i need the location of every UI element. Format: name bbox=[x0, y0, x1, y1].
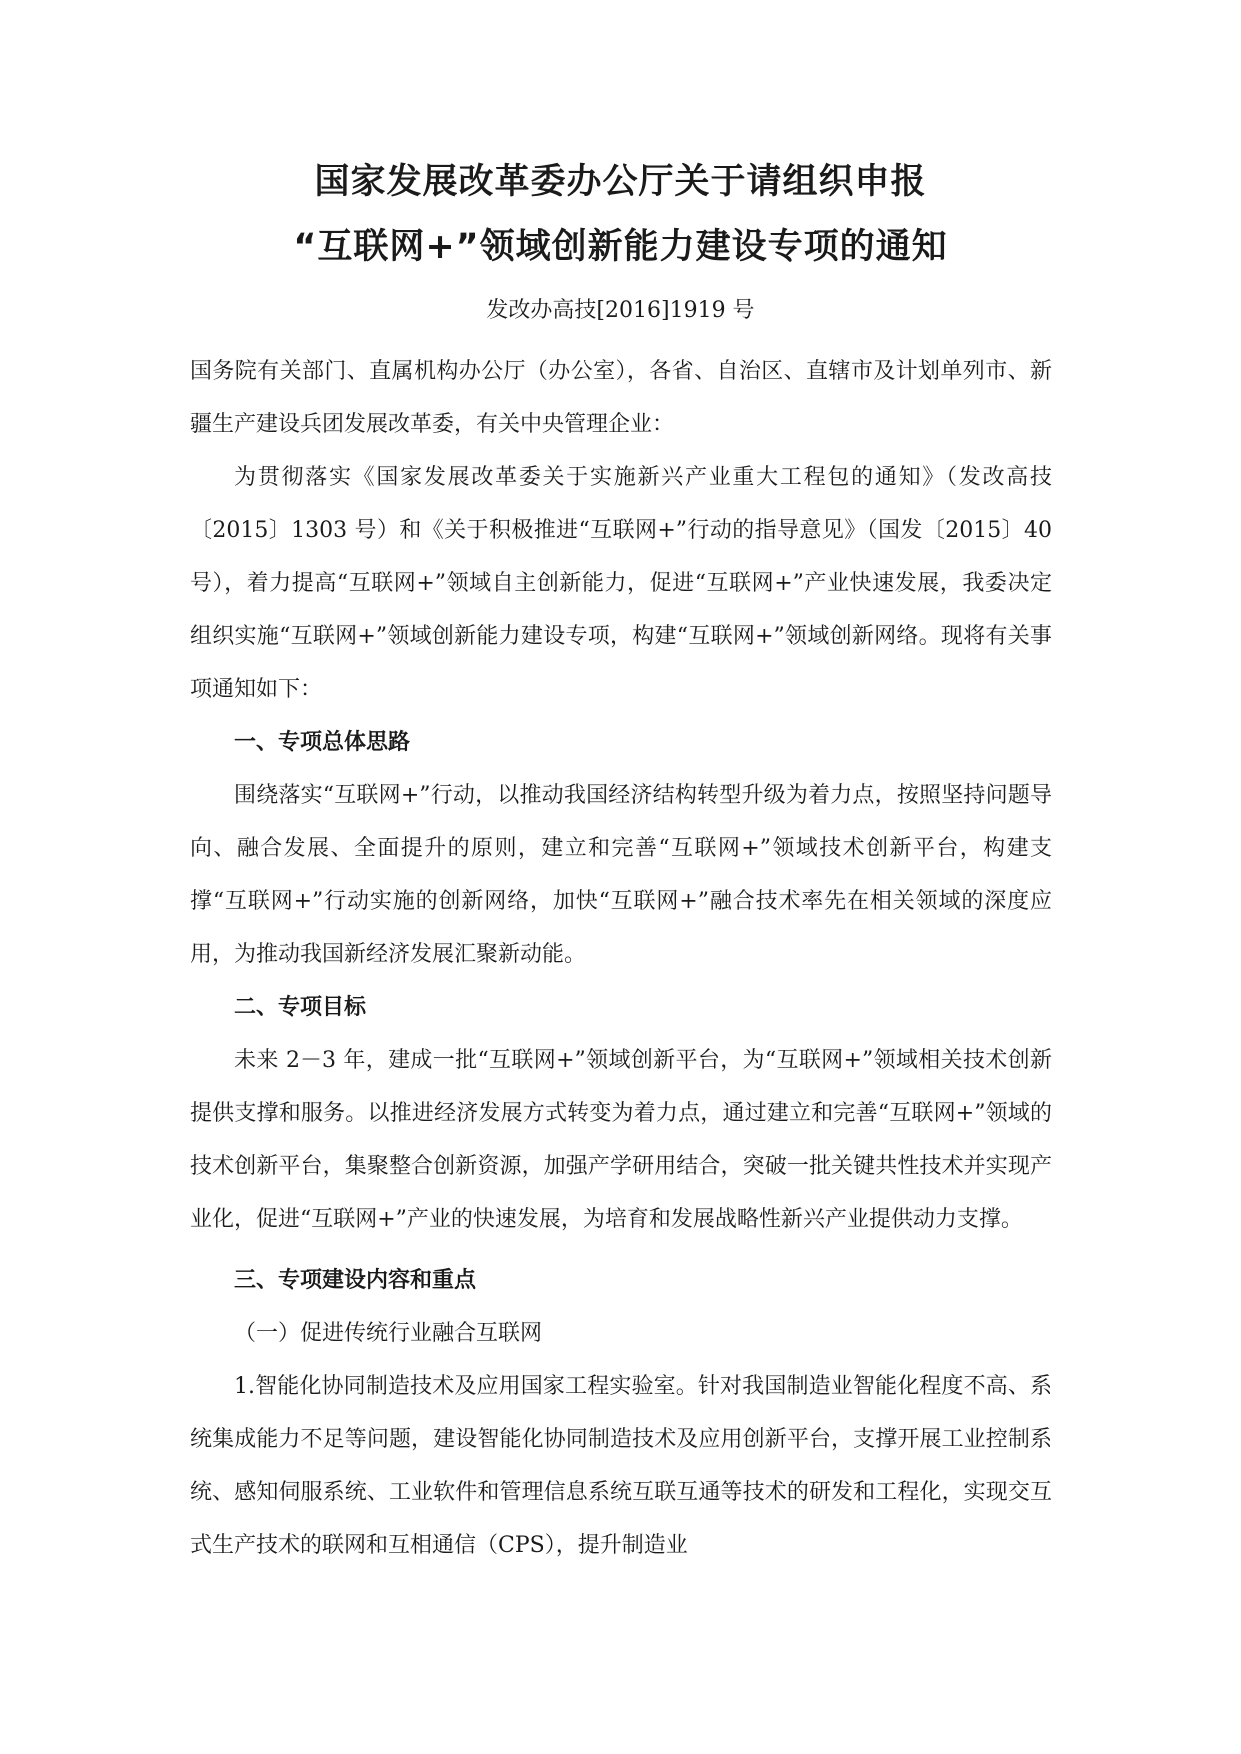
section-paragraph-2: 未来 2－3 年，建成一批“互联网+”领域创新平台，为“互联网+”领域相关技术创新提供支撑和服务。以推进经济发展方式转变为着力点，通过建立和完善“互联网+”领域的技术创新平台，集聚整合创新资源，加强产学研用结合，突破一批关键共性技术并实现产业化，促进“互联网+”产业的快速发展，为培育和发展战略性新兴产业提供动力支撑。 bbox=[190, 1048, 1052, 1232]
section-heading-3: 三、专项建设内容和重点 bbox=[234, 1268, 477, 1293]
document-body bbox=[190, 345, 1052, 1572]
addressee: 国务院有关部门、直属机构办公厅（办公室），各省、自治区、直辖市及计划单列市、新疆生产建设兵团发展改革委，有关中央管理企业： bbox=[190, 359, 1052, 437]
section-heading-1: 一、专项总体思路 bbox=[234, 730, 411, 755]
subsection-heading-1: （一）促进传统行业融合互联网 bbox=[234, 1321, 543, 1346]
section-heading-2: 二、专项目标 bbox=[234, 995, 367, 1020]
section-paragraph-1: 围绕落实“互联网+”行动，以推动我国经济结构转型升级为着力点，按照坚持问题导向、融合发展、全面提升的原则，建立和完善“互联网+”领域技术创新平台，构建支撑“互联网+”行动实施的创新网络，加快“互联网+”融合技术率先在相关领域的深度应用，为推动我国新经济发展汇聚新动能。 bbox=[190, 783, 1052, 967]
document-title-line-1: 国家发展改革委办公厅关于请组织申报 bbox=[314, 162, 927, 202]
document-number: 发改办高技[2016]1919 号 bbox=[486, 298, 755, 323]
document-title-line-2: “互联网+”领域创新能力建设专项的通知 bbox=[293, 227, 948, 267]
intro-paragraph: 为贯彻落实《国家发展改革委关于实施新兴产业重大工程包的通知》（发改高技〔2015〕1303 号）和《关于积极推进“互联网+”行动的指导意见》（国发〔2015〕40 号），着力提高“互联网+”领域自主创新能力，促进“互联网+”产业快速发展，我委决定组织实施“互联网+”领域创新能力建设专项，构建“互联网+”领域创新网络。现将有关事项通知如下： bbox=[190, 465, 1052, 702]
section-paragraph-3: 1.智能化协同制造技术及应用国家工程实验室。针对我国制造业智能化程度不高、系统集成能力不足等问题，建设智能化协同制造技术及应用创新平台，支撑开展工业控制系统、感知伺服系统、工业软件和管理信息系统互联互通等技术的研发和工程化，实现交互式生产技术的联网和互相通信（CPS），提升制造业 bbox=[190, 1374, 1052, 1558]
